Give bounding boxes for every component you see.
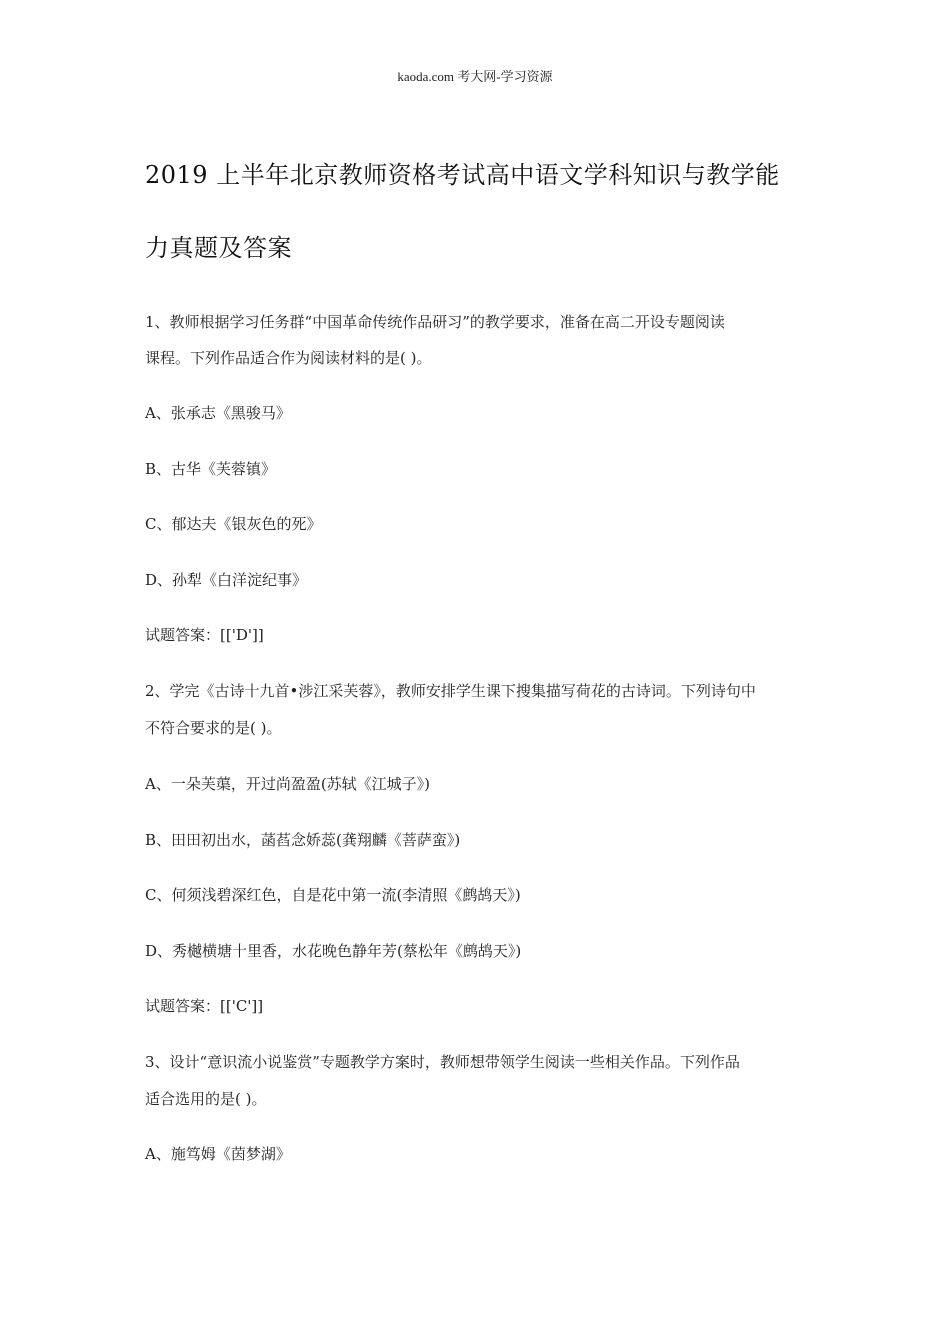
question-1-stem-line-1: 1、教师根据学习任务群“中国革命传统作品研习”的教学要求，准备在高二开设专题阅读 <box>145 313 725 331</box>
question-2-option-d: D、秀樾横塘十里香，水花晚色静年芳(蔡松年《鹧鸪天》) <box>145 942 522 960</box>
page-header: kaoda.com 考大网-学习资源 <box>397 69 553 84</box>
question-3-stem-line-1: 3、设计“意识流小说鉴赏”专题教学方案时，教师想带领学生阅读一些相关作品。下列作品 <box>145 1053 740 1071</box>
question-1-option-d: D、孙犁《白洋淀纪事》 <box>145 571 308 589</box>
document-title-line-2: 力真题及答案 <box>145 234 292 262</box>
question-2-option-c: C、何须浅碧深红色，自是花中第一流(李清照《鹧鸪天》) <box>145 886 521 904</box>
document-title-line-1: 2019 上半年北京教师资格考试高中语文学科知识与教学能 <box>145 161 780 189</box>
question-2-stem-line-2: 不符合要求的是( )。 <box>145 719 282 737</box>
question-1-stem-line-2: 课程。下列作品适合作为阅读材料的是( )。 <box>145 349 432 367</box>
question-1-option-c: C、郁达夫《银灰色的死》 <box>145 515 322 533</box>
question-2-option-a: A、一朵芙蕖，开过尚盈盈(苏轼《江城子》) <box>145 775 431 793</box>
question-3-option-a: A、施笃姆《茵梦湖》 <box>145 1145 291 1163</box>
question-2-option-b: B、田田初出水，菡萏念娇蕊(龚翔麟《菩萨蛮》) <box>145 831 461 849</box>
question-1-option-a: A、张承志《黑骏马》 <box>145 404 291 422</box>
question-2-answer: 试题答案：[['C']] <box>145 997 264 1015</box>
question-1-answer: 试题答案：[['D']] <box>145 626 264 644</box>
question-3-stem-line-2: 适合选用的是( )。 <box>145 1090 267 1108</box>
question-1-option-b: B、古华《芙蓉镇》 <box>145 460 277 478</box>
question-2-stem-line-1: 2、学完《古诗十九首•涉江采芙蓉》，教师安排学生课下搜集描写荷花的古诗词。下列诗句中 <box>145 682 756 700</box>
